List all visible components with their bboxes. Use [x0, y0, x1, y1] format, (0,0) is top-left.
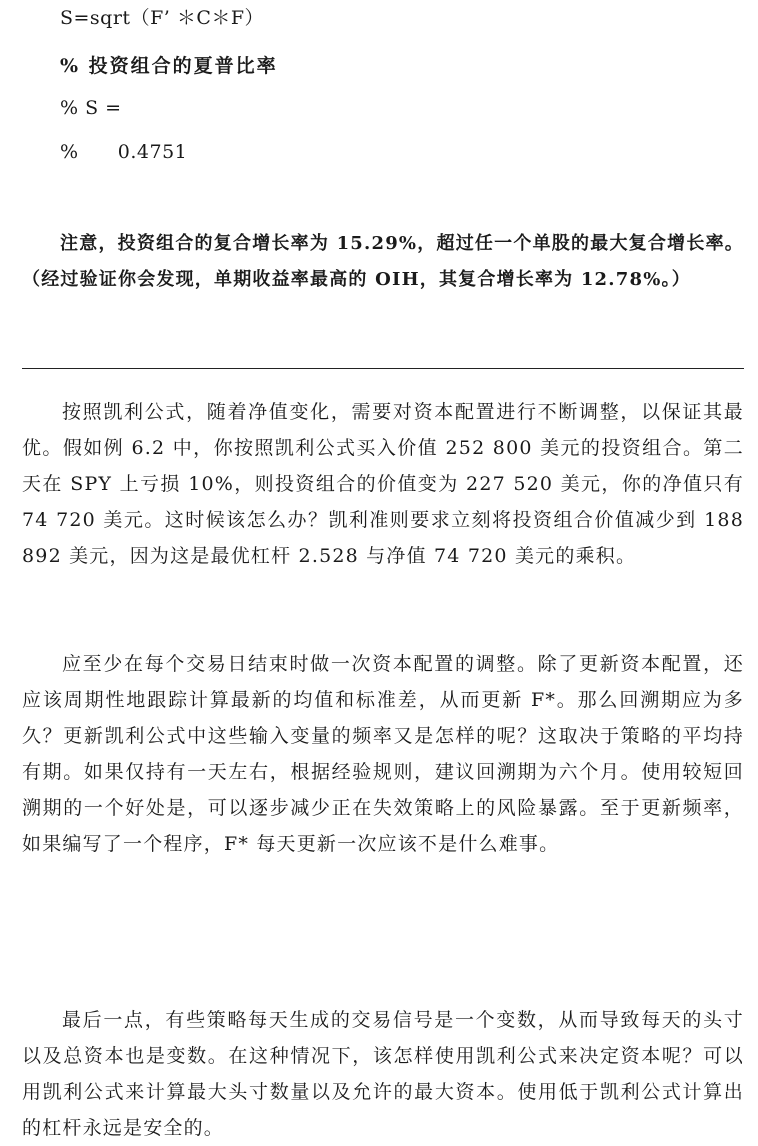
code-comment-s: % S =: [60, 97, 122, 119]
code-comment-value: % 0.4751: [60, 141, 188, 163]
code-line-sqrt: S=sqrt（F’ ＊C＊F）: [60, 7, 265, 29]
paragraph-variable-signals: 最后一点，有些策略每天生成的交易信号是一个变数，从而导致每天的头寸以及总资本也是变数。在这种情况下，该怎样使用凯利公式来决定资本呢？可以用凯利公式来计算最大头寸数量以及允许的最大资本。使用低于凯利公式计算出的杠杆永远是安全的。: [22, 1009, 744, 1139]
note-paragraph: 注意，投资组合的复合增长率为 15.29%，超过任一个单股的最大复合增长率。（经过验证你会发现，单期收益率最高的 OIH，其复合增长率为 12.78%。）: [22, 233, 744, 290]
paragraph-update-frequency: 应至少在每个交易日结束时做一次资本配置的调整。除了更新资本配置，还应该周期性地跟踪计算最新的均值和标准差，从而更新 F*。那么回溯期应为多久？更新凯利公式中这些输入变量的频率又是怎样的呢？这取决于策略的平均持有期。如果仅持有一天左右，根据经验规则，建议回溯期为六个月。使用较短回溯期的一个好处是，可以逐步减少正在失效策略上的风险暴露。至于更新频率，如果编写了一个程序，F* 每天更新一次应该不是什么难事。: [22, 653, 744, 855]
section-divider: [22, 368, 744, 369]
code-comment-sharpe: % 投资组合的夏普比率: [60, 55, 278, 77]
paragraph-kelly-adjustment: 按照凯利公式，随着净值变化，需要对资本配置进行不断调整，以保证其最优。假如例 6.2 中，你按照凯利公式买入价值 252 800 美元的投资组合。第二天在 SPY 上亏损 10%，则投资组合的价值变为 227 520 美元，你的净值只有 74 720 美元。这时候该怎么办？凯利准则要求立刻将投资组合价值减少到 188 892 美元，因为这是最优杠杆 2.528 与净值 74 720 美元的乘积。: [22, 401, 744, 567]
